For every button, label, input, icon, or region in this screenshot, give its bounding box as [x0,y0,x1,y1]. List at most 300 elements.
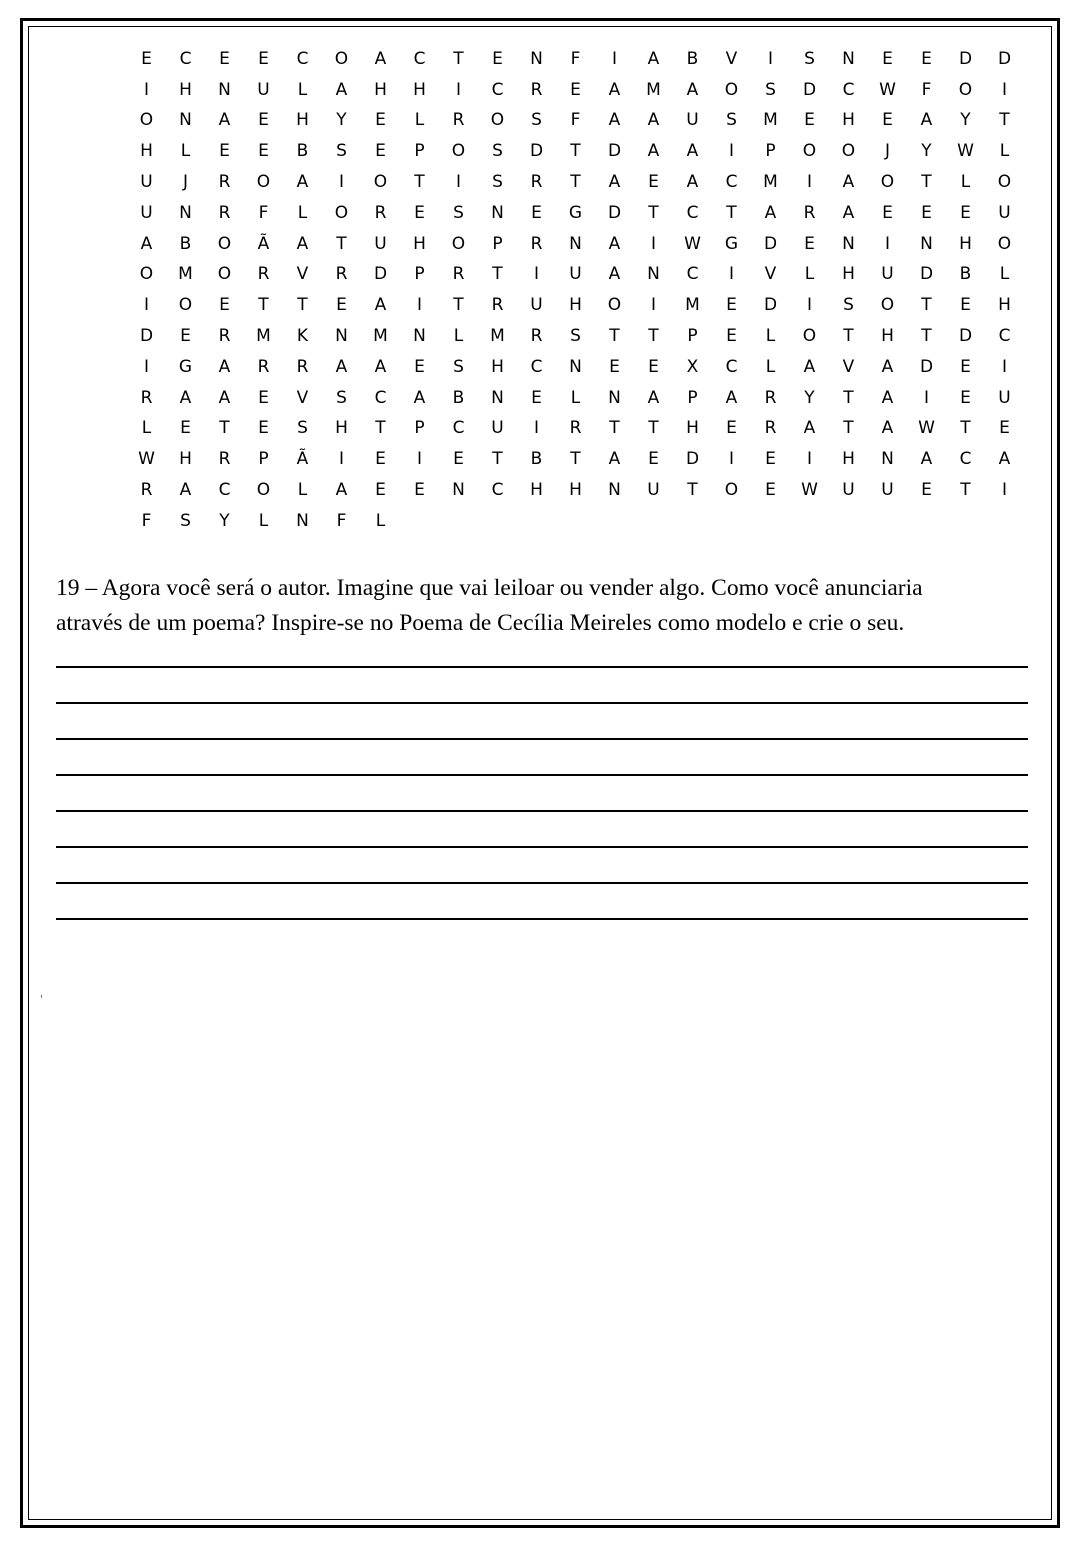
letter-cell: A [608,110,621,131]
answer-line[interactable] [56,918,1028,920]
letter-cell: S [804,48,815,69]
letter-cell: E [921,48,932,69]
letter-cell: I [143,295,149,316]
letter-cell: A [608,233,621,254]
letter-cell: A [296,233,309,254]
letter-cell: X [686,356,699,377]
question-line-2: através de um poema? Inspire-se no Poema de Cecília Meireles como modelo e crie o seu. [56,610,905,636]
letter-cell: D [919,264,934,285]
letter-cell: A [647,141,660,162]
letter-cell: S [297,418,308,439]
letter-cell: E [258,48,269,69]
letter-cell: T [726,202,737,223]
letter-cell: N [842,48,855,69]
letter-cell: P [492,233,503,254]
letter-cell: S [726,110,737,131]
letter-cell: I [1001,480,1007,501]
letter-cell: V [764,264,777,285]
letter-cell: T [921,326,932,347]
letter-cell: T [648,202,659,223]
letter-cell: F [570,110,581,131]
letter-cell: E [648,356,659,377]
letter-cell: E [141,48,152,69]
letter-cell: T [570,141,581,162]
letter-cell: H [881,326,894,347]
letter-cell: E [921,480,932,501]
letter-cell: H [179,79,192,100]
letter-cell: I [1001,79,1007,100]
letter-cell: S [765,79,776,100]
letter-cell: O [802,141,817,162]
letter-cell: N [647,264,660,285]
letter-cell: E [921,202,932,223]
letter-cell: C [959,449,972,470]
letter-cell: A [218,356,231,377]
letter-cell: G [568,202,583,223]
letter-cell: L [765,356,776,377]
letter-cell: O [256,480,271,501]
letter-cell: M [373,326,388,347]
scan-speck [41,995,42,998]
letter-cell: E [258,141,269,162]
letter-cell: E [960,356,971,377]
letter-cell: E [180,418,191,439]
letter-cell: T [609,418,620,439]
letter-cell: H [179,449,192,470]
letter-cell: T [219,418,230,439]
letter-cell: F [258,202,269,223]
letter-cell: A [842,202,855,223]
letter-cell: N [920,233,933,254]
letter-cell: T [258,295,269,316]
letter-cell: T [648,418,659,439]
letter-cell: I [806,449,812,470]
letter-cell: T [921,172,932,193]
letter-cell: D [958,48,973,69]
letter-cell: D [919,356,934,377]
letter-cell: O [490,110,505,131]
letter-cell: U [647,480,660,501]
letter-cell: Y [219,510,230,531]
letter-cell: A [881,418,894,439]
answer-line[interactable] [56,738,1028,740]
letter-cell: P [414,418,425,439]
letter-cell: A [803,356,816,377]
letter-cell: W [879,79,896,100]
letter-cell: L [180,141,191,162]
letter-cell: E [960,387,971,408]
letter-cell: S [453,202,464,223]
letter-cell: C [998,326,1011,347]
letter-cell: M [646,79,661,100]
letter-cell: E [414,356,425,377]
letter-cell: F [336,510,347,531]
letter-cell: O [451,141,466,162]
letter-cell: N [569,356,582,377]
letter-cell: S [570,326,581,347]
letter-cell: T [492,449,503,470]
word-search-grid [127,44,1024,537]
letter-cell: Y [960,110,971,131]
letter-cell: O [880,295,895,316]
letter-cell: R [257,356,270,377]
letter-cell: I [533,418,539,439]
letter-cell: E [336,295,347,316]
letter-cell: E [375,110,386,131]
letter-cell: M [490,326,505,347]
letter-cell: J [182,172,188,193]
letter-cell: R [491,295,504,316]
letter-cell: H [842,449,855,470]
letter-cell: N [179,202,192,223]
letter-cell: M [763,172,778,193]
letter-cell: W [684,233,701,254]
letter-cell: K [296,326,309,347]
letter-cell: A [608,79,621,100]
letter-cell: E [180,326,191,347]
letter-cell: U [881,264,894,285]
letter-cell: B [179,233,192,254]
letter-cell: O [178,295,193,316]
letter-cell: A [764,202,777,223]
letter-cell: O [607,295,622,316]
letter-cell: H [413,79,426,100]
letter-cell: E [804,110,815,131]
letter-cell: N [881,449,894,470]
letter-cell: O [451,233,466,254]
letter-cell: H [569,480,582,501]
letter-cell: N [491,202,504,223]
letter-cell: A [920,449,933,470]
letter-cell: H [530,480,543,501]
letter-cell: U [530,295,543,316]
letter-cell: E [960,202,971,223]
letter-cell: C [842,79,855,100]
letter-cell: N [296,510,309,531]
letter-cell: E [258,110,269,131]
letter-cell: L [960,172,971,193]
letter-cell: R [764,418,777,439]
letter-cell: D [139,326,154,347]
letter-cell: A [335,480,348,501]
letter-cell: N [608,480,621,501]
letter-cell: T [843,326,854,347]
letter-cell: A [803,418,816,439]
letter-cell: P [687,387,698,408]
letter-cell: A [881,356,894,377]
letter-cell: O [802,326,817,347]
letter-cell: P [414,264,425,285]
letter-cell: E [726,418,737,439]
letter-cell: S [180,510,191,531]
letter-cell: E [219,141,230,162]
letter-cell: O [217,264,232,285]
letter-cell: E [882,110,893,131]
letter-cell: C [179,48,192,69]
letter-cell: O [256,172,271,193]
letter-cell: C [491,79,504,100]
letter-cell: E [219,48,230,69]
letter-cell: E [765,449,776,470]
letter-cell: A [374,48,387,69]
letter-cell: A [374,356,387,377]
letter-cell: E [609,356,620,377]
letter-cell: C [296,48,309,69]
letter-cell: C [218,480,231,501]
letter-cell: L [258,510,269,531]
letter-cell: I [728,449,734,470]
letter-cell: E [414,480,425,501]
letter-cell: Y [804,387,815,408]
letter-cell: I [650,233,656,254]
letter-cell: A [647,48,660,69]
letter-cell: I [923,387,929,408]
letter-cell: U [140,202,153,223]
letter-cell: T [999,110,1010,131]
letter-cell: D [802,79,817,100]
answer-lines [56,666,1028,954]
letter-cell: A [725,387,738,408]
letter-cell: A [218,387,231,408]
letter-cell: R [530,172,543,193]
letter-cell: A [647,387,660,408]
letter-cell: L [765,326,776,347]
letter-cell: E [882,202,893,223]
answer-line[interactable] [56,846,1028,848]
letter-cell: O [724,480,739,501]
letter-cell: T [843,418,854,439]
letter-cell: C [725,356,738,377]
letter-cell: R [764,387,777,408]
letter-cell: A [686,79,699,100]
letter-cell: S [531,110,542,131]
letter-cell: R [335,264,348,285]
letter-cell: N [452,480,465,501]
letter-cell: R [803,202,816,223]
letter-cell: R [530,79,543,100]
letter-cell: F [570,48,581,69]
letter-cell: T [960,480,971,501]
letter-cell: V [296,387,309,408]
letter-cell: R [140,480,153,501]
letter-cell: N [530,48,543,69]
letter-cell: E [258,387,269,408]
letter-cell: A [920,110,933,131]
letter-cell: C [686,202,699,223]
letter-cell: O [841,141,856,162]
letter-cell: I [884,233,890,254]
letter-cell: P [687,326,698,347]
letter-cell: L [375,510,386,531]
letter-cell: R [257,264,270,285]
letter-cell: I [455,79,461,100]
letter-cell: H [842,110,855,131]
letter-cell: R [569,418,582,439]
letter-cell: T [648,326,659,347]
letter-cell: E [999,418,1010,439]
letter-cell: B [530,449,543,470]
letter-cell: E [960,295,971,316]
letter-cell: T [960,418,971,439]
letter-cell: L [999,141,1010,162]
letter-cell: L [570,387,581,408]
letter-cell: A [335,356,348,377]
letter-cell: R [218,172,231,193]
letter-cell: I [143,356,149,377]
letter-cell: O [139,264,154,285]
letter-cell: E [219,295,230,316]
letter-cell: B [686,48,699,69]
letter-cell: E [648,172,659,193]
letter-cell: E [492,48,503,69]
letter-cell: E [414,202,425,223]
letter-cell: D [997,48,1012,69]
letter-cell: D [373,264,388,285]
letter-cell: N [842,233,855,254]
letter-cell: I [143,79,149,100]
letter-cell: H [491,356,504,377]
letter-cell: A [608,264,621,285]
letter-cell: P [765,141,776,162]
letter-cell: C [491,480,504,501]
letter-cell: O [997,172,1012,193]
letter-cell: O [334,48,349,69]
letter-cell: M [763,110,778,131]
letter-cell: U [257,79,270,100]
answer-line[interactable] [56,882,1028,884]
letter-cell: E [531,387,542,408]
letter-cell: T [570,172,581,193]
letter-cell: I [650,295,656,316]
letter-cell: E [531,202,542,223]
letter-cell: W [138,449,155,470]
letter-cell: R [452,264,465,285]
letter-cell: L [804,264,815,285]
letter-cell: A [179,480,192,501]
letter-cell: D [763,233,778,254]
letter-cell: I [806,295,812,316]
letter-cell: A [218,110,231,131]
letter-cell: U [998,387,1011,408]
letter-cell: E [648,449,659,470]
letter-cell: H [374,79,387,100]
letter-cell: Y [921,141,932,162]
letter-cell: D [607,141,622,162]
letter-cell: E [375,480,386,501]
letter-cell: A [140,233,153,254]
letter-cell: Ã [296,449,309,470]
letter-cell: N [413,326,426,347]
letter-cell: G [724,233,739,254]
letter-cell: E [726,295,737,316]
letter-cell: L [414,110,425,131]
letter-cell: D [763,295,778,316]
letter-cell: R [218,449,231,470]
letter-cell: L [297,480,308,501]
letter-cell: E [258,418,269,439]
letter-cell: C [686,264,699,285]
letter-cell: V [296,264,309,285]
letter-cell: C [374,387,387,408]
letter-cell: C [530,356,543,377]
letter-cell: A [413,387,426,408]
letter-cell: T [921,295,932,316]
letter-cell: R [530,233,543,254]
letter-cell: V [725,48,738,69]
letter-cell: Ã [257,233,270,254]
letter-cell: L [999,264,1010,285]
letter-cell: N [335,326,348,347]
letter-cell: T [453,295,464,316]
letter-cell: Y [336,110,347,131]
letter-cell: B [296,141,309,162]
question-line-1: 19 – Agora você será o autor. Imagine que vai leiloar ou vender algo. Como você anunciaria [56,575,923,601]
letter-cell: T [570,449,581,470]
letter-cell: O [880,172,895,193]
letter-cell: I [767,48,773,69]
letter-cell: T [453,48,464,69]
letter-cell: A [179,387,192,408]
letter-cell: U [686,110,699,131]
letter-cell: E [453,449,464,470]
letter-cell: A [842,172,855,193]
letter-cell: R [218,202,231,223]
letter-cell: G [178,356,193,377]
letter-cell: R [452,110,465,131]
letter-cell: I [1001,356,1007,377]
answer-line[interactable] [56,774,1028,776]
letter-cell: T [843,387,854,408]
letter-cell: S [492,141,503,162]
answer-line[interactable] [56,702,1028,704]
answer-line[interactable] [56,810,1028,812]
answer-line[interactable] [56,666,1028,668]
letter-cell: U [140,172,153,193]
letter-cell: E [765,480,776,501]
letter-cell: I [806,172,812,193]
letter-cell: S [453,356,464,377]
letter-cell: A [335,79,348,100]
letter-cell: E [804,233,815,254]
letter-cell: U [842,480,855,501]
letter-cell: F [141,510,152,531]
letter-cell: L [453,326,464,347]
letter-cell: D [529,141,544,162]
letter-cell: I [338,449,344,470]
letter-cell: O [958,79,973,100]
letter-cell: M [256,326,271,347]
letter-cell: M [685,295,700,316]
letter-cell: F [921,79,932,100]
letter-cell: T [609,326,620,347]
letter-cell: E [375,141,386,162]
letter-cell: N [491,387,504,408]
letter-cell: A [296,172,309,193]
letter-cell: S [843,295,854,316]
letter-cell: R [218,326,231,347]
letter-cell: L [297,79,308,100]
letter-cell: U [881,480,894,501]
letter-cell: C [725,172,738,193]
letter-cell: I [416,295,422,316]
letter-cell: A [881,387,894,408]
letter-cell: O [373,172,388,193]
letter-cell: P [414,141,425,162]
letter-cell: L [141,418,152,439]
letter-cell: C [452,418,465,439]
letter-cell: D [685,449,700,470]
letter-cell: O [724,79,739,100]
